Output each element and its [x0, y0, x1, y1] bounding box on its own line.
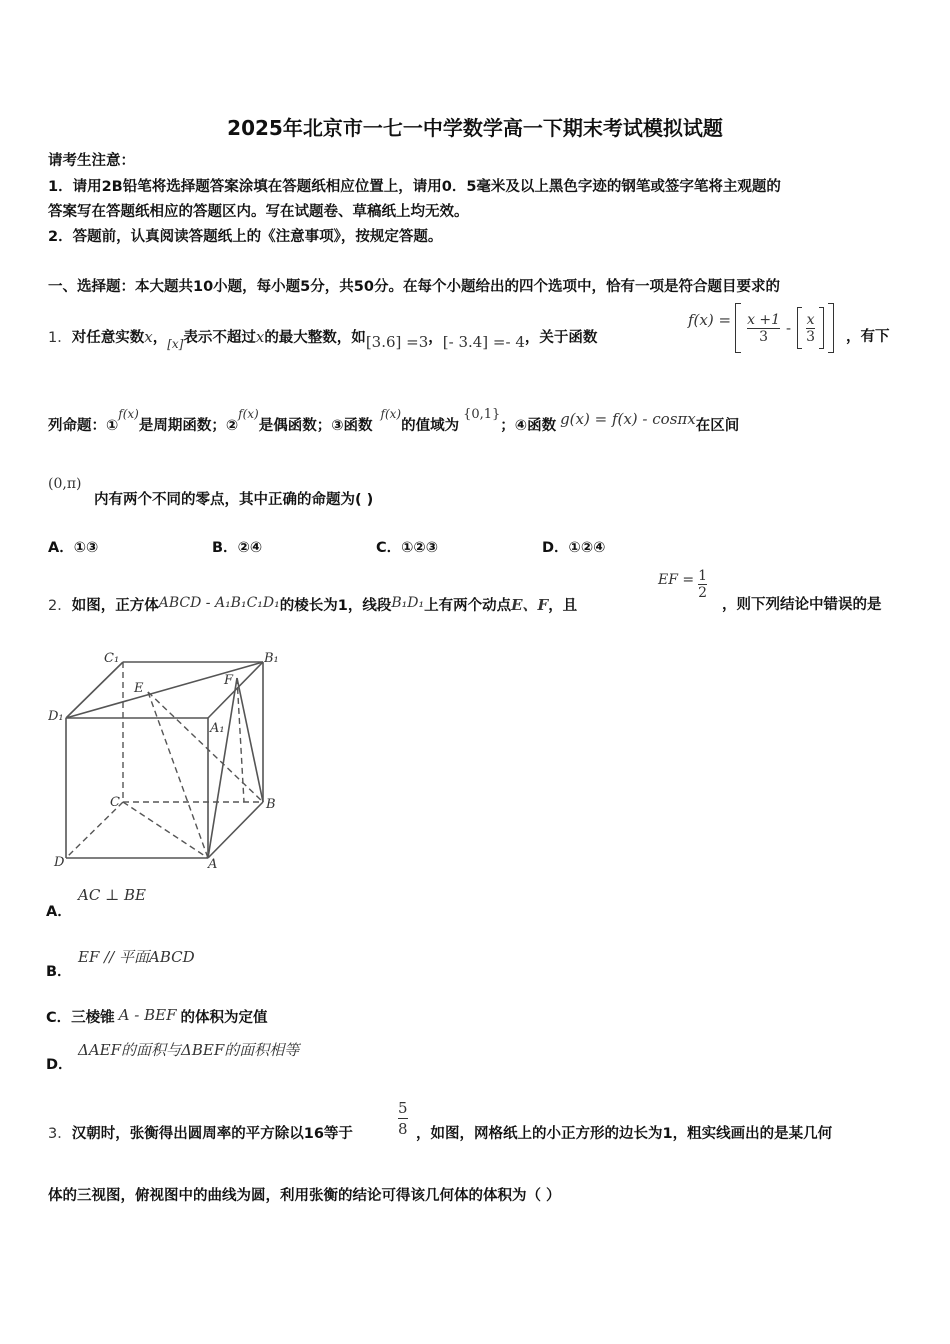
- q1-floor-x: [x]: [167, 337, 184, 351]
- label-b: B: [266, 797, 276, 812]
- q1-fx-1: f(x): [118, 407, 139, 421]
- q2-half: $\frac{1}{2}$: [698, 568, 708, 601]
- q2-option-b-math: EF // 平面ABCD: [78, 948, 195, 966]
- q2-cube: ABCD - A₁B₁C₁D₁: [158, 595, 280, 611]
- q1-interval: (0,π): [48, 476, 82, 492]
- q1-outer-floor-right: [828, 303, 834, 353]
- section-heading: 一、选择题：本大题共10小题，每小题5分，共50分。在每个小题给出的四个选项中，恰有一项是符合题目要求的: [48, 279, 780, 295]
- label-c: C: [110, 795, 120, 810]
- q2-option-a-label[interactable]: A．: [46, 904, 72, 920]
- q3-line-1a: [48, 1124, 353, 1144]
- q1-text-5: ，有下: [846, 329, 890, 345]
- q1-function-formula: [688, 302, 834, 354]
- q1-line-3: 内有两个不同的零点，其中正确的命题为( ): [94, 492, 374, 508]
- q1-example-1: [3.6] =3: [365, 333, 429, 351]
- notice-line-1b: 答案写在答题纸相应的答题区内。写在试题卷、草稿纸上均无效。: [48, 204, 469, 220]
- q1-inner-floor-right: [819, 307, 824, 349]
- q2-line-1: [48, 595, 577, 616]
- q2-text-4: ，则下列结论中错误的是: [722, 597, 882, 613]
- q1-gx: g(x) = f(x) - cosπx: [560, 410, 696, 428]
- q1-frac-2: $\frac{x}{3}$: [806, 311, 816, 345]
- q1-line-1: [48, 327, 598, 351]
- q2-points: E、F: [511, 596, 549, 614]
- q1-line2-f: 在区间: [695, 418, 740, 434]
- q2-text-3: 上有两个动点: [424, 598, 512, 614]
- notice-line-2: 2．答题前，认真阅读答题纸上的《注意事项》，按规定答题。: [48, 229, 443, 245]
- label-a1: A₁: [210, 721, 225, 736]
- line-af: [208, 678, 237, 858]
- q2-option-c-label: C．: [46, 1010, 72, 1026]
- edge-cd: [66, 802, 123, 858]
- q1-text-4: ，关于函数: [524, 330, 598, 346]
- diag-ca: [123, 802, 208, 858]
- q1-line2-e: ；④函数: [500, 418, 557, 434]
- q2-ef: EF =: [658, 571, 695, 588]
- q1-inner-floor-left: [797, 307, 802, 349]
- q1-text-3: 的最大整数，如: [264, 330, 366, 346]
- label-d1: D₁: [48, 709, 64, 724]
- q2-ef-formula: [658, 568, 707, 601]
- page-title: 2025年北京市一七一中学数学高一下期末考试模拟试题: [227, 116, 723, 140]
- label-c1: C₁: [104, 651, 120, 666]
- q1-outer-floor-left: [735, 303, 741, 353]
- q1-var-x-2: x: [255, 328, 265, 346]
- q1-line-2: [48, 407, 740, 437]
- q3-number: 3．: [48, 1126, 72, 1142]
- notice-heading: 请考生注意：: [48, 153, 135, 169]
- line-be: [148, 692, 263, 802]
- q1-line2-c: 是偶函数；③函数: [258, 418, 373, 434]
- q2-text-3c: ，且: [548, 598, 578, 614]
- q2-option-d-math: ΔAEF的面积与ΔBEF的面积相等: [78, 1041, 300, 1059]
- q3-fraction: $\frac{5}{8}$: [398, 1099, 408, 1138]
- q2-text-1: 如图，正方体: [71, 598, 159, 614]
- q1-set: {0,1}: [463, 407, 501, 422]
- q2-option-c-post: 的体积为定值: [180, 1010, 268, 1026]
- q1-text-2: 表示不超过: [183, 330, 256, 346]
- q2-option-d-label[interactable]: D．: [46, 1057, 73, 1073]
- q2-option-c-pre: 三棱锥: [71, 1010, 115, 1026]
- q2-option-c[interactable]: [46, 1006, 267, 1027]
- q1-text-1: 对任意实数: [71, 330, 145, 346]
- q1-option-b[interactable]: B．②④: [212, 540, 263, 556]
- q2-text-2: 的棱长为1，线段: [279, 598, 392, 614]
- q1-var-x: x: [144, 328, 153, 346]
- q1-line2-d: 的值域为: [401, 418, 460, 434]
- q3-line-2: 体的三视图，俯视图中的曲线为圆，利用张衡的结论可得该几何体的体积为（ ）: [48, 1188, 561, 1204]
- q1-line2-b: 是周期函数；②: [138, 418, 239, 434]
- q2-option-c-math: A - BEF: [118, 1006, 177, 1024]
- cube-figure: [48, 648, 288, 870]
- q1-option-c[interactable]: C．①②③: [376, 540, 438, 556]
- label-a: A: [208, 857, 218, 870]
- label-e: E: [134, 681, 144, 696]
- line-ae: [148, 692, 208, 858]
- q2-option-b-label[interactable]: B．: [46, 964, 72, 980]
- notice-line-1a: 1．请用2B铅笔将选择题答案涂填在答题纸相应位置上，请用0．5毫米及以上黑色字迹的钢笔或签字笔将主观题的: [48, 179, 781, 195]
- q1-option-d[interactable]: D．①②④: [542, 540, 606, 556]
- label-d: D: [54, 855, 65, 870]
- q1-frac-1: $\frac{x +1}{3}$: [747, 311, 781, 345]
- q2-segment: B₁D₁: [391, 595, 425, 611]
- q3-text-2: ，如图，网格纸上的小正方形的边长为1，粗实线画出的是某几何: [416, 1126, 833, 1142]
- q1-fx-2: f(x): [238, 407, 259, 421]
- q1-sep: ，: [152, 330, 168, 346]
- label-b1: B₁: [264, 651, 279, 666]
- q1-line2-a: 列命题：①: [48, 418, 119, 434]
- q1-option-a[interactable]: A．①③: [48, 540, 99, 556]
- label-f: F: [224, 673, 234, 688]
- q3-text-1: 汉朝时，张衡得出圆周率的平方除以16等于: [71, 1126, 353, 1142]
- q1-fx-3: f(x): [380, 407, 402, 421]
- q1-number: 1．: [48, 330, 72, 346]
- q1-sep-2: ，: [428, 330, 443, 346]
- q2-option-a-math: AC ⊥ BE: [78, 886, 146, 904]
- q1-fx: f(x) =: [688, 311, 732, 329]
- q1-minus: -: [786, 319, 792, 337]
- q2-number: 2．: [48, 598, 72, 614]
- q1-example-2: [- 3.4] =- 4: [442, 333, 525, 351]
